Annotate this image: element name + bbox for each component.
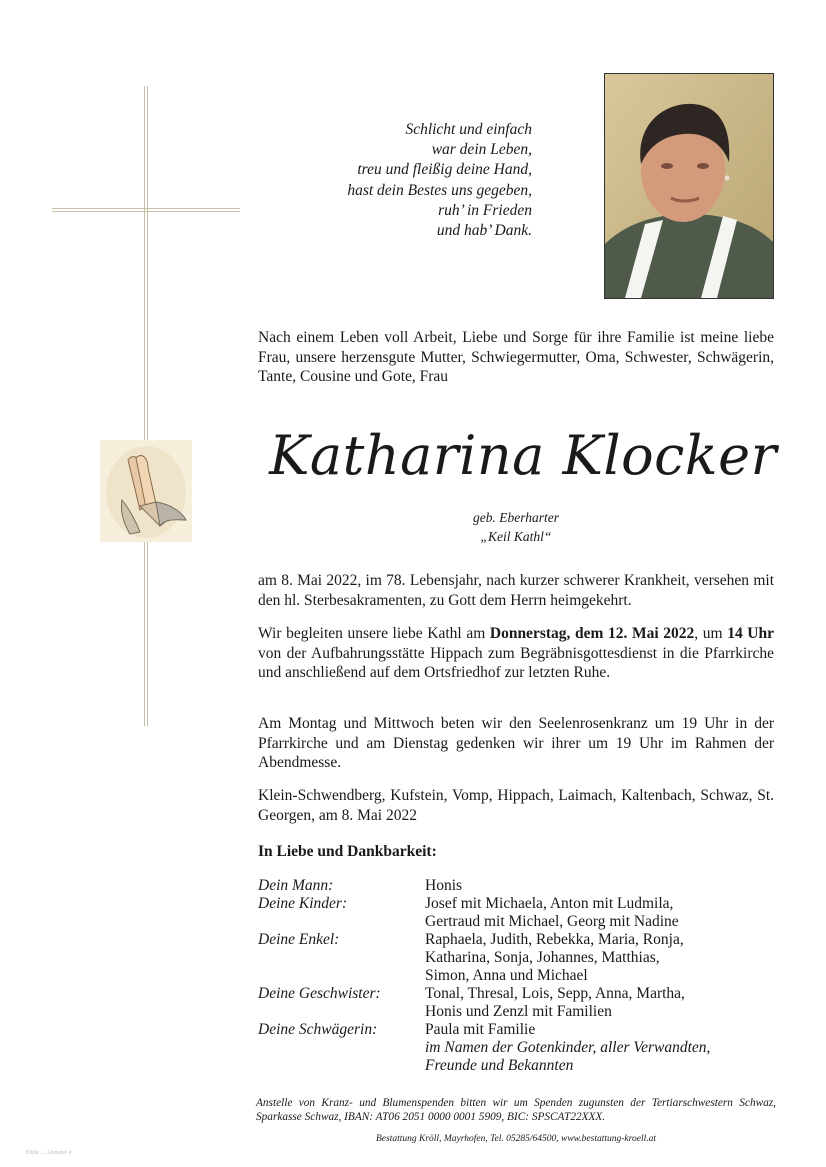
relatives-names: [425, 985, 778, 1021]
praying-hands-icon: [100, 440, 192, 542]
relatives-line: Paula mit Familie: [425, 1021, 536, 1038]
funeral-date: Donnerstag, dem 12. Mai 2022: [489, 625, 695, 642]
relatives-names: [425, 877, 778, 895]
deceased-name: Katharina Klocker: [269, 424, 777, 487]
cross-vertical-line: [144, 86, 148, 726]
relatives-line: im Namen der Gotenkinder, aller Verwandten,: [425, 1039, 711, 1056]
rosary-text: Am Montag und Mittwoch beten wir den Seelenrosenkranz um 19 Uhr in der Pfarrkirche und am Dienstag gedenken wir ihrer um 19 Uhr im Rahmen der Abendmesse.: [258, 715, 774, 772]
relatives-label: Deine Kinder:: [258, 895, 348, 912]
relatives-line: Simon, Anna und Michael: [425, 967, 588, 984]
funeral-time: 14 Uhr: [727, 625, 775, 642]
relatives-line: Gertraud mit Michael, Georg mit Nadine: [425, 913, 679, 930]
relatives-list: [258, 877, 778, 1075]
footer-code: Ehrle ... Abender 4: [26, 1150, 72, 1156]
funeral-text-mid: , um: [694, 625, 728, 642]
relatives-row: [258, 895, 778, 931]
poem-line: hast dein Bestes uns gegeben,: [347, 181, 532, 199]
relatives-row: [258, 931, 778, 985]
donation-note: Anstelle von Kranz- und Blumenspenden bitten wir um Spenden zugunsten der Tertiarschwestern Schwaz, Sparkasse Schwaz, IBAN: AT06 2051 0000 0001 5909, BIC: SPSCAT22XXX.: [256, 1097, 776, 1124]
relatives-line: Freunde und Bekannten: [425, 1057, 574, 1074]
cross-horizontal-line: [52, 208, 240, 212]
relatives-names: [425, 1021, 778, 1039]
relatives-label: Deine Geschwister:: [258, 985, 381, 1002]
relatives-label: Deine Schwägerin:: [258, 1021, 378, 1038]
birth-name: geb. Eberharter: [473, 510, 559, 525]
poem-line: war dein Leben,: [431, 141, 532, 159]
relatives-line: Katharina, Sonja, Johannes, Matthias,: [425, 949, 660, 966]
funeral-text-post: von der Aufbahrungsstätte Hippach zum Begräbnisgottesdienst in die Pfarrkirche und anschließend auf dem Ortsfriedhof zur letzten Ruhe.: [258, 644, 774, 682]
poem: [300, 120, 532, 241]
relatives-label: Deine Enkel:: [258, 931, 340, 948]
relatives-names: [425, 931, 778, 985]
intro-text: Nach einem Leben voll Arbeit, Liebe und Sorge für ihre Familie ist meine liebe Frau, unsere herzensgute Mutter, Schwiegermutter, Oma, Schwester, Schwägerin, Tante, Cousine und Gote, Frau: [258, 329, 774, 386]
birth-name-block: [258, 508, 774, 546]
poem-line: ruh’ in Frieden: [438, 201, 532, 219]
places-text: Klein-Schwendberg, Kufstein, Vomp, Hippach, Laimach, Kaltenbach, Schwaz, St. Georgen, am 8. Mai 2022: [258, 787, 774, 824]
poem-line: und hab’ Dank.: [436, 222, 532, 240]
undertaker-line: Bestattung Kröll, Mayrhofen, Tel. 05285/64500, www.bestattung-kroell.at: [376, 1134, 656, 1144]
relatives-row: [258, 1039, 778, 1075]
poem-line: treu und fleißig deine Hand,: [357, 161, 532, 179]
death-notice-text: am 8. Mai 2022, im 78. Lebensjahr, nach kurzer schwerer Krankheit, versehen mit den hl. Sterbesakramenten, zu Gott dem Herrn heimgekehrt.: [258, 572, 774, 609]
nickname: „Keil Kathl“: [480, 529, 552, 544]
relatives-line: Tonal, Thresal, Lois, Sepp, Anna, Martha,: [425, 985, 685, 1002]
relatives-row: [258, 877, 778, 895]
relatives-names: [425, 895, 778, 931]
poem-line: Schlicht und einfach: [405, 121, 532, 138]
signature-heading: In Liebe und Dankbarkeit:: [258, 843, 437, 860]
relatives-line: Honis und Zenzl mit Familien: [425, 1003, 612, 1020]
relatives-line: Honis: [425, 877, 463, 894]
portrait-photo: [604, 73, 774, 299]
relatives-label: [258, 1039, 425, 1075]
relatives-line: Josef mit Michaela, Anton mit Ludmila,: [425, 895, 674, 912]
funeral-text-pre: Wir begleiten unsere liebe Kathl am: [258, 625, 490, 642]
relatives-row: [258, 1021, 778, 1039]
relatives-names: [425, 1039, 778, 1075]
relatives-label: Dein Mann:: [258, 877, 334, 894]
funeral-text: [258, 624, 774, 683]
relatives-line: Raphaela, Judith, Rebekka, Maria, Ronja,: [425, 931, 684, 948]
relatives-row: [258, 985, 778, 1021]
